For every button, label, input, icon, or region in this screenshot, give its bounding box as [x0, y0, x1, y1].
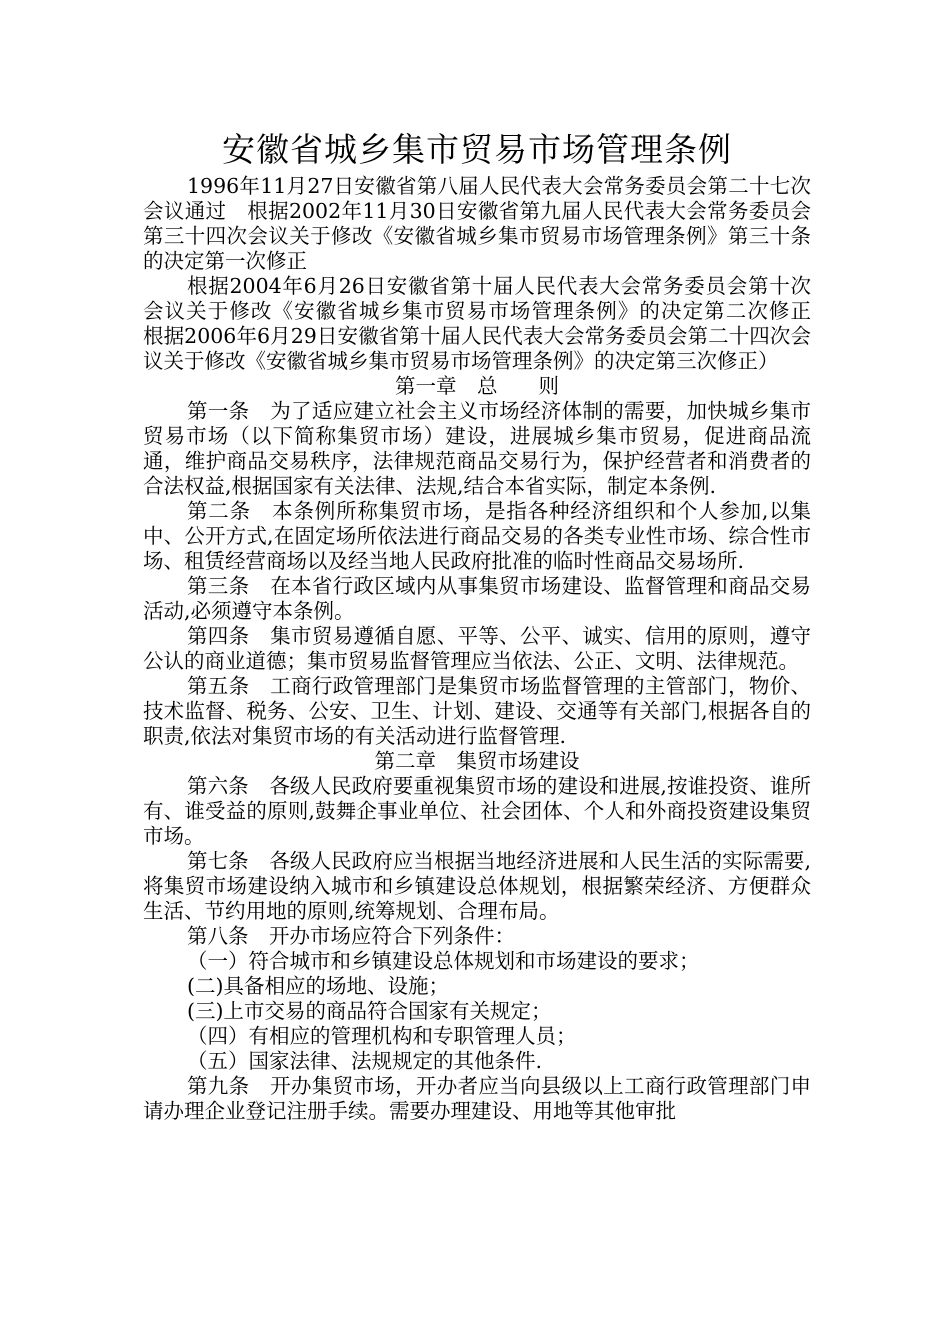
preamble-paragraph-1: 1996年11月27日安徽省第八届人民代表大会常务委员会第二十七次会议通过 根据2002年11月30日安徽省第九届人民代表大会常务委员会第三十四次会议关于修改《安徽省城乡集市贸易市场管理条例》第三十条的决定第一次修正: [143, 174, 811, 273]
article-3: 第三条 在本省行政区域内从事集贸市场建设、监督管理和商品交易活动,必须遵守本条例。: [143, 574, 811, 623]
condition-item-3: (三)上市交易的商品符合国家有关规定；: [187, 999, 552, 1023]
article-2: 第二条 本条例所称集贸市场，是指各种经济组织和个人参加,以集中、公开方式,在固定场所依法进行商品交易的各类专业性市场、综合性市场、租赁经营商场以及经当地人民政府批准的临时性商品交易场所.: [143, 499, 811, 573]
article-7: 第七条 各级人民政府应当根据当地经济进展和人民生活的实际需要,将集贸市场建设纳入城市和乡镇建设总体规划，根据繁荣经济、方便群众生活、节约用地的原则,统筹规划、合理布局。: [143, 849, 811, 923]
condition-item-4: （四）有相应的管理机构和专职管理人员；: [187, 1024, 577, 1048]
condition-item-2: (二)具备相应的场地、设施；: [187, 974, 449, 998]
chapter-1-heading: 第一章 总 则: [395, 374, 559, 398]
article-6: 第六条 各级人民政府要重视集贸市场的建设和进展,按谁投资、谁所有、谁受益的原则,鼓舞企事业单位、社会团体、个人和外商投资建设集贸市场。: [143, 774, 811, 848]
chapter-2-heading: 第二章 集贸市场建设: [374, 749, 580, 773]
preamble-paragraph-2: 根据2004年6月26日安徽省第十届人民代表大会常务委员会第十次会议关于修改《安徽省城乡集市贸易市场管理条例》的决定第二次修正 根据2006年6月29日安徽省第十届人民代表大会常务委员会第二十四次会议关于修改《安徽省城乡集市贸易市场管理条例》的决定第三次修正）: [143, 274, 832, 373]
article-8: 第八条 开办市场应符合下列条件：: [187, 924, 515, 948]
document-page: [143, 128, 832, 1124]
article-9: 第九条 开办集贸市场，开办者应当向县级以上工商行政管理部门申请办理企业登记注册手续。需要办理建设、用地等其他审批: [143, 1074, 811, 1123]
article-4: 第四条 集市贸易遵循自愿、平等、公平、诚实、信用的原则，遵守公认的商业道德；集市贸易监督管理应当依法、公正、文明、法律规范。: [143, 624, 811, 673]
document-title: 安徽省城乡集市贸易市场管理条例: [222, 130, 732, 169]
condition-item-1: （一）符合城市和乡镇建设总体规划和市场建设的要求；: [187, 949, 700, 973]
article-5: 第五条 工商行政管理部门是集贸市场监督管理的主管部门，物价、技术监督、税务、公安、卫生、计划、建设、交通等有关部门,根据各自的职责,依法对集贸市场的有关活动进行监督管理.: [143, 674, 811, 748]
article-1: 第一条 为了适应建立社会主义市场经济体制的需要，加快城乡集市贸易市场（以下简称集贸市场）建设，进展城乡集市贸易，促进商品流通，维护商品交易秩序，法律规范商品交易行为，保护经营者和消费者的合法权益,根据国家有关法律、法规,结合本省实际，制定本条例.: [143, 399, 811, 498]
condition-item-5: （五）国家法律、法规规定的其他条件.: [187, 1049, 543, 1073]
